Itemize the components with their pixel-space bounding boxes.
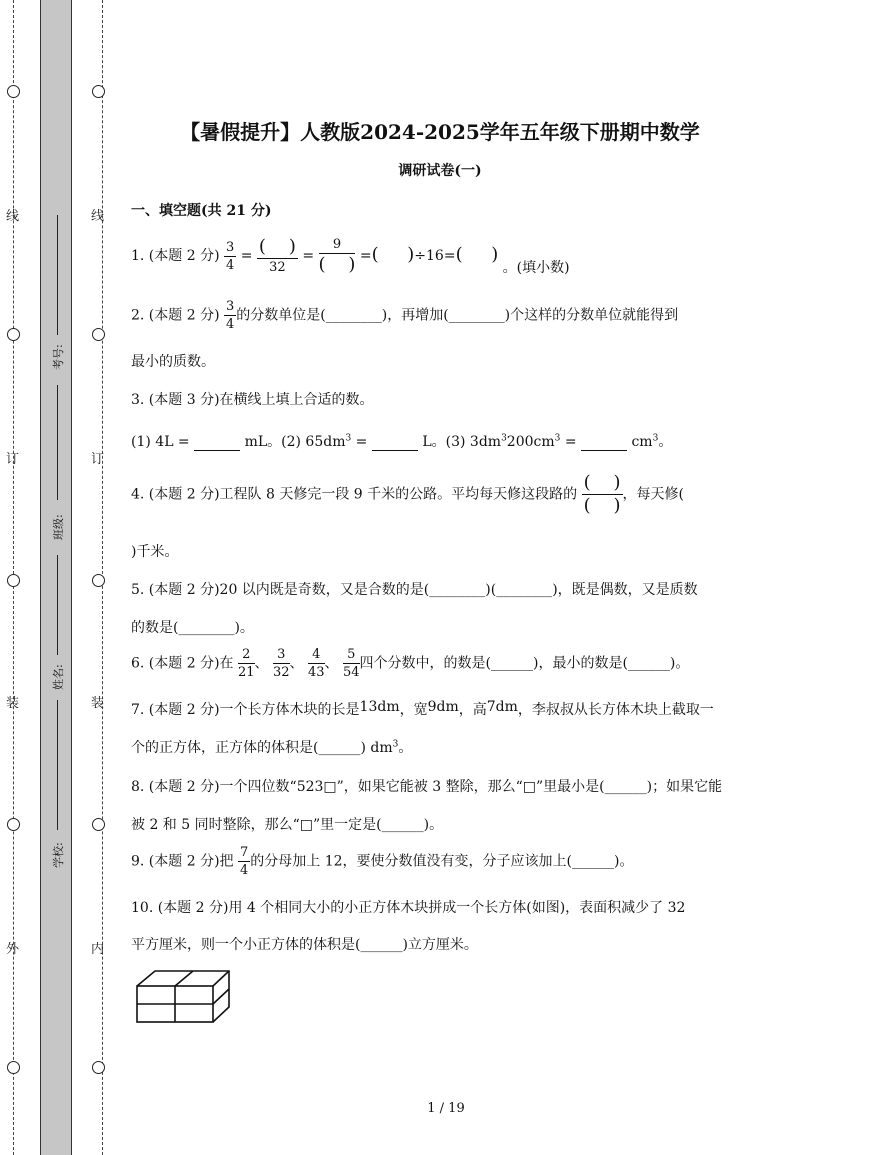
question-6: 6. (本题 2 分)在 $\frac{2}{21}$ 、 $\frac{3}{32}$ 、 $\frac{4}{43}$ 、 $\frac{5}{54}$ 四个分数中，的数是(______)，最小的数是(______)。 — [131, 647, 690, 680]
question-8: 8. (本题 2 分)一个四位数“523□”，如果它能被 3 整除，那么“□”里最小是(______)；如果它能 — [131, 779, 723, 795]
question-2: 2. (本题 2 分) $\frac{3}{4}$ 的分数单位是(________)，再增加(________)个这样的分数单位就能得到 — [131, 299, 679, 332]
question-8-cont: 被 2 和 5 同时整除，那么“□”里一定是(______)。 — [131, 817, 444, 833]
fraction: $\frac{2}{21}$ — [238, 647, 255, 680]
binding-hole — [7, 818, 20, 831]
question-1: 1. (本题 2 分) $\frac{3}{4}$ = $\frac{( )}{32}$ = $\frac{9}{( )}$ =( )÷16=( ) 。(填小数) — [131, 236, 570, 276]
school-line — [57, 700, 58, 830]
answer-note: 。(填小数) — [502, 260, 570, 276]
margin-char: 线 — [91, 209, 105, 224]
question-5-cont: 的数是(________)。 — [131, 620, 254, 636]
exam-number-line — [57, 215, 58, 335]
answer-blank[interactable] — [581, 434, 627, 451]
question-10: 10. (本题 2 分)用 4 个相同大小的小正方体木块拼成一个长方体(如图)，表面积减少了 32 — [131, 900, 686, 916]
fraction: $\frac{5}{54}$ — [343, 647, 360, 680]
question-4: 4. (本题 2 分)工程队 8 天修完一段 9 千米的公路。平均每天修这段路的 $\frac{( )}{( )}$ ，每天修( — [131, 472, 685, 516]
margin-char: 订 — [6, 452, 20, 467]
margin-char: 装 — [6, 696, 20, 711]
binding-hole — [7, 1061, 20, 1074]
question-10-cont: 平方厘米，则一个小正方体的体积是(______)立方厘米。 — [131, 937, 478, 953]
binding-hole — [92, 574, 105, 587]
fraction: $\frac{3}{4}$ — [226, 299, 235, 332]
answer-blank[interactable] — [194, 434, 240, 451]
question-3: 3. (本题 3 分)在横线上填上合适的数。 — [131, 392, 374, 408]
binding-hole — [92, 328, 105, 341]
question-7-cont: 个的正方体，正方体的体积是(______) $dm^3$。 — [131, 739, 413, 756]
fraction: $\frac{3}{4}$ — [226, 239, 235, 273]
binding-hole — [92, 1061, 105, 1074]
question-7: 7. (本题 2 分)一个长方体木块的长是13dm，宽9dm，高7dm，李叔叔从长方体木块上截取一 — [131, 699, 714, 718]
fraction: $\frac{4}{43}$ — [308, 647, 325, 680]
binding-hole — [7, 328, 20, 341]
class-line — [57, 385, 58, 500]
margin-char: 内 — [91, 942, 105, 957]
fraction: $\frac{9}{( )}$ — [318, 237, 356, 275]
fraction: $\frac{( )}{32}$ — [258, 236, 296, 275]
margin-char: 装 — [91, 696, 105, 711]
fraction: $\frac{7}{4}$ — [240, 845, 249, 878]
answer-blank[interactable] — [372, 434, 418, 451]
page-subtitle: 调研试卷(一) — [398, 163, 482, 179]
question-3-parts: (1) 4L = mL。(2) $65dm^3$ = L。(3) $3dm^3200cm^3$ = $cm^3$。 — [131, 433, 673, 450]
question-5: 5. (本题 2 分)20 以内既是奇数，又是合数的是(________)(________)，既是偶数，又是质数 — [131, 582, 698, 598]
question-2-cont: 最小的质数。 — [131, 354, 215, 370]
exam-number-label: 考号: — [52, 344, 65, 370]
margin-char: 订 — [91, 452, 105, 467]
page-number: 1 / 19 — [427, 1101, 465, 1116]
margin-char: 外 — [6, 942, 20, 957]
page-title: 【暑假提升】人教版2024-2025学年五年级下册期中数学 — [180, 120, 700, 144]
binding-hole — [92, 818, 105, 831]
section-title: 一、填空题(共 21 分) — [131, 203, 272, 219]
school-label: 学校: — [52, 842, 65, 868]
fraction: $\frac{3}{32}$ — [273, 647, 290, 680]
name-line — [57, 555, 58, 655]
class-label: 班级: — [52, 514, 65, 540]
name-label: 姓名: — [52, 664, 65, 690]
binding-hole — [92, 85, 105, 98]
fraction-blank[interactable]: $\frac{( )}{( )}$ — [583, 472, 621, 516]
question-4-cont: )千米。 — [131, 544, 179, 560]
binding-strip — [40, 0, 72, 1155]
binding-hole — [7, 85, 20, 98]
question-9: 9. (本题 2 分)把 $\frac{7}{4}$ 的分母加上 12，要使分数值没有变，分子应该加上(______)。 — [131, 845, 634, 878]
cuboid-figure — [135, 968, 235, 1028]
binding-hole — [7, 574, 20, 587]
margin-char: 线 — [6, 209, 20, 224]
binding-margin — [0, 0, 110, 1155]
question-1-prefix: 1. (本题 2 分) — [131, 248, 220, 264]
